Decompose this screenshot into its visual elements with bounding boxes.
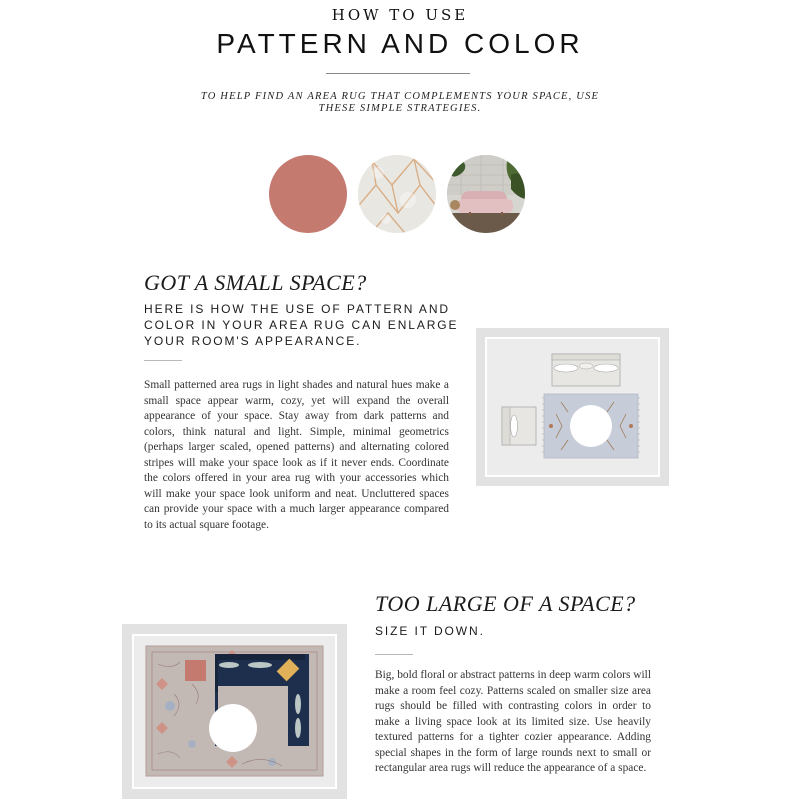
large-space-divider [375,654,413,655]
kicker-heading: HOW TO USE [331,6,469,24]
large-room-floor-plan-icon [122,624,347,799]
small-space-divider [144,360,182,361]
geometric-pattern-swatch-icon [358,155,436,233]
small-space-subheading: HERE IS HOW THE USE OF PATTERN AND COLOR IN YOUR AREA RUG CAN ENLARGE YOUR ROOM'S APPEARANCE. [144,302,459,348]
title-divider [326,73,470,74]
intro-text: TO HELP FIND AN AREA RUG THAT COMPLEMENTS YOUR SPACE, USE THESE SIMPLE STRATEGIES. [200,91,600,114]
large-space-subheading: SIZE IT DOWN. [375,624,485,638]
small-space-body: Small patterned area rugs in light shades and natural hues make a small space appear warm, cozy, yet will expand the overall appearance of your space. Stay away from dark patterns and colors, think natural and light. Simple, minimal geometrics (perhaps larger scaled, opened patterns) and alternating colored stripes will make your space look as if it never ends. Coordinate the colors offered in your area rug with your accessories which will make your space look uniform and neat. Uncluttered spaces can provide your space with a much larger appearance compared to its actual square footage. [144,379,449,531]
page-title: PATTERN AND COLOR [216,28,584,59]
large-space-heading: TOO LARGE OF A SPACE? [375,591,636,616]
large-space-body: Big, bold floral or abstract patterns in deep warm colors will make a room feel cozy. Patterns scaled on smaller size area rugs should be filled with contrasting colors in order to make a living space look at its limited size. Use heavily textured patterns for a tighter cozier appearance. Adding special shapes in the form of large rounds next to small or rectangular area rugs will reduce the appearance of a space. [375,669,651,774]
solid-color-swatch-icon [269,155,347,233]
small-space-heading: GOT A SMALL SPACE? [144,270,367,295]
small-room-floor-plan-icon [476,328,669,486]
living-room-photo-icon [447,155,525,233]
